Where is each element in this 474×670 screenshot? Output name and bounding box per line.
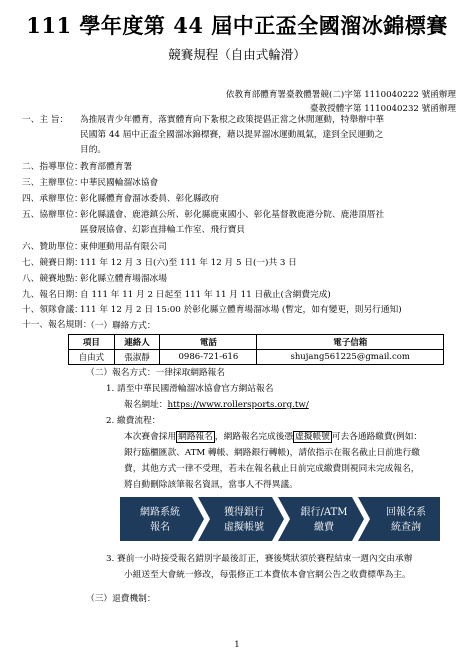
venue-value: 彰化縣立體育場溜冰場 (80, 274, 167, 284)
method-step2-title: 2. 繳費流程： (106, 416, 161, 426)
coorganizer-label: 五、協辦單位： (22, 210, 83, 220)
sponsor-label: 六、贊助單位： (22, 242, 83, 252)
step2-line-4: 將自動刪除該筆報名資訊，當事人不得異議。 (124, 480, 298, 490)
payment-flow-svg (120, 497, 440, 541)
step3-line-1: 3. 賽前一小時接受報名錯別字最後訂正，賽後獎狀須於賽程結束一週內交由承辦 (106, 554, 413, 564)
flow-step-1-line-2: 報名 (150, 522, 170, 533)
method-url-line (124, 398, 309, 414)
purpose-line-2: 民國第 44 屆中正盃全國溜冰錦標賽，藉以提昇溜冰運動風氣，達到全民運動之 (80, 130, 384, 140)
online-registration-box: 網路報名 (178, 432, 213, 442)
purpose-line-3: 目的。 (80, 145, 107, 155)
contact-header-item: 項目 (69, 335, 115, 350)
flow-step-3-line-2: 繳費 (314, 522, 334, 533)
registration-rules-label: 十一、報名規則： (22, 320, 92, 330)
flow-step-4-line-2: 統查詢 (391, 522, 421, 533)
document-title: 111 學年度第 44 屆中正盃全國溜冰錦標賽 (26, 13, 448, 38)
document-subtitle: 競賽規程（自由式輪滑） (168, 47, 306, 62)
contact-cell-email[interactable]: shujang561225@gmail.com (257, 350, 444, 365)
step2-line-2: 銀行臨櫃匯款、ATM 轉帳、網路銀行轉帳)，請依指示在報名截止日前進行繳 (124, 448, 420, 458)
purpose-label: 一、主 旨： (22, 115, 69, 125)
flow-step-4-line-1: 回報名系 (386, 507, 426, 518)
organizer-value: 彰化縣體育會溜冰委員、彰化縣政府 (80, 194, 219, 204)
flow-step-1-line-1: 網路系統 (140, 507, 180, 518)
flow-step-3-shape (278, 497, 364, 541)
flow-step-3-line-1: 銀行/ATM (300, 507, 348, 518)
coorganizer-line-1: 彰化縣議會、鹿港鎮公所、彰化縣鹿東國小、彰化基督教鹿港分院、鹿港頂厝社 (80, 210, 385, 220)
contact-header-person: 連絡人 (114, 335, 160, 350)
method-heading: （二）報名方式：一律採取網路報名 (86, 368, 225, 378)
date-label: 七、競賽日期： (22, 258, 83, 268)
virtual-account-box: 虛擬帳號 (295, 432, 330, 442)
method-step1-title: 1. 請至中華民國滑輪溜冰協會官方網站報名 (106, 384, 274, 394)
reference-line-2: 臺教授體字第 1110040232 號函辦理 (309, 104, 456, 114)
host-value: 中華民國輪溜冰協會 (80, 178, 159, 188)
venue-label: 八、競賽地點： (22, 274, 83, 284)
step3-line-2: 小組送至大會統一修改，每張修正工本費依本會官網公告之收費標準為主。 (124, 570, 411, 580)
coorganizer-line-2: 區發展協會、幻影直排輪工作室、飛行寶貝 (80, 225, 246, 235)
flow-step-2-line-1: 獲得銀行 (224, 507, 264, 518)
date-value: 111 年 12 月 3 日(六)至 111 年 12 月 5 日(一)共 3 日 (80, 258, 297, 268)
leader-meeting-label: 十、領隊會議： (22, 305, 83, 315)
contact-cell-phone: 0986-721-616 (160, 350, 257, 365)
sponsor-value: 東伸運動用品有限公司 (80, 242, 167, 252)
contact-heading: （一）聯絡方式： (86, 321, 156, 331)
registration-date-value: 自 111 年 11 月 2 日起至 111 年 11 月 11 日截止(含網費完成) (80, 290, 331, 300)
flow-step-4-shape (358, 497, 440, 541)
contact-table (68, 334, 444, 365)
step2-post-text: 可去各通路繳費(例如： (331, 432, 423, 442)
step2-line-3: 費，其他方式一律不受理，若未在報名截止日前完成繳費則視同未完成報名， (124, 464, 420, 474)
registration-url-link[interactable]: https://www.rollersports.org.tw/ (167, 400, 309, 410)
supervisor-label: 二、指導單位： (22, 162, 83, 172)
registration-date-label: 九、報名日期： (22, 290, 83, 300)
contact-header-phone: 電話 (160, 335, 257, 350)
payment-flow-diagram (120, 497, 440, 541)
purpose-line-1: 為推展青少年體育，落實體育向下紮根之政策提倡正當之休閒運動，特舉辦中華 (80, 115, 385, 125)
page-number: 1 (234, 640, 240, 650)
reference-line-1: 依教育部體育署臺教體署競(二)字第 1110040222 號函辦理 (225, 90, 456, 100)
step2-pre-text: 本次賽會採用 (124, 432, 177, 442)
step2-mid-text: ，網路報名完成後憑 (214, 432, 294, 442)
contact-table-header-row (69, 335, 444, 350)
contact-header-email: 電子信箱 (257, 335, 444, 350)
flow-step-2-shape (198, 497, 284, 541)
flow-step-2-line-2: 虛擬帳號 (224, 522, 264, 533)
flow-step-1-shape (120, 497, 204, 541)
contact-cell-person: 張淑靜 (114, 350, 160, 365)
table-row (69, 350, 444, 365)
method-url-label: 報名網址： (124, 400, 168, 410)
leader-meeting-value: 111 年 12 月 2 日 15:00 於彰化縣立體育場溜冰場 (暫定，如有變更，則另行通知) (80, 305, 402, 315)
refund-heading: （三）退費機制： (86, 594, 156, 604)
host-label: 三、主辦單位： (22, 178, 83, 188)
contact-cell-item: 自由式 (69, 350, 115, 365)
organizer-label: 四、承辦單位： (22, 194, 83, 204)
supervisor-value: 教育部體育署 (80, 162, 133, 172)
method-step2-first-line (124, 430, 422, 446)
